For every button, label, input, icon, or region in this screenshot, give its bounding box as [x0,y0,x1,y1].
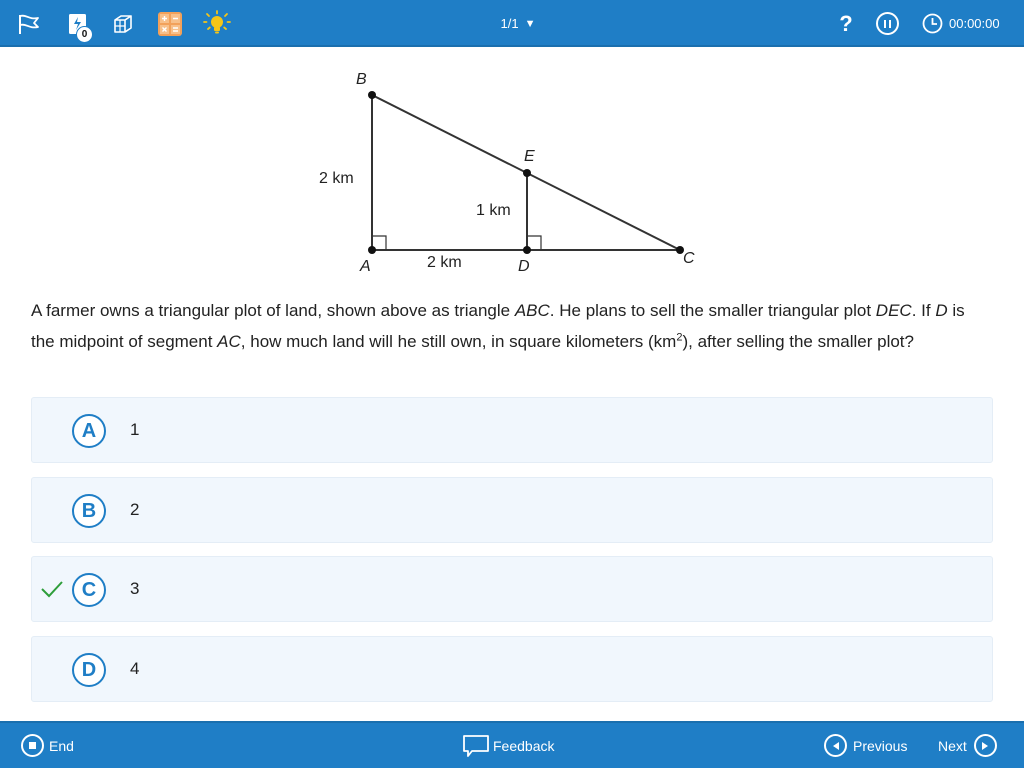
bottom-navbar [0,721,1024,768]
previous-button[interactable] [824,723,907,768]
calculator-icon[interactable] [156,0,184,47]
vertex-label-a: A [360,258,371,275]
clock-icon [922,13,943,34]
option-letter-c: C [72,573,106,607]
pager-label: 1/1 [500,16,519,31]
chevron-down-icon: ▼ [524,17,536,30]
side-label-ad: 2 km [427,254,462,271]
feedback-button[interactable] [462,723,554,768]
answer-option-b[interactable] [31,477,993,543]
previous-label: Previous [853,737,908,754]
triangle-diagram [300,66,720,286]
timer [922,0,1000,47]
option-value-a: 1 [130,420,140,439]
question-pager[interactable] [488,0,548,47]
vertex-label-e: E [524,148,535,165]
stop-icon [21,734,44,757]
next-button[interactable] [938,723,997,768]
flag-icon[interactable] [14,0,44,47]
vertex-label-c: C [683,250,695,267]
pause-button[interactable] [876,12,899,35]
option-letter-a: A [72,414,106,448]
answer-option-a[interactable] [31,397,993,463]
answer-option-c[interactable] [31,556,993,622]
option-value-b: 2 [130,500,140,519]
end-label: End [49,737,74,754]
question-text: A farmer owns a triangular plot of land, shown above as triangle ABC. He plans to sell the smaller triangular plot DEC. If D is the midpoint of segment AC, how much land will he still own, in square kilometers $(km^2)$, after selling the smaller plot? [31,301,965,351]
answer-option-d[interactable] [31,636,993,702]
vertex-label-b: B [356,71,367,88]
option-letter-b: B [72,494,106,528]
option-value-c: 3 [130,579,140,598]
option-value-d: 4 [130,659,140,678]
vertex-label-d: D [518,258,530,275]
speech-bubble-icon [462,733,490,759]
timer-value: 00:00:00 [949,16,1000,31]
hint-lightbulb-icon[interactable] [202,0,232,47]
side-label-ab: 2 km [319,170,354,187]
checkmark-icon [40,579,64,599]
next-label: Next [938,737,967,754]
triangle-figure [300,66,720,286]
chevron-left-icon [824,734,847,757]
chevron-right-icon [974,734,997,757]
help-button[interactable]: ? [839,10,853,36]
notes-counter-badge: 0 [76,26,93,43]
reference-cube-icon[interactable] [108,0,136,47]
pause-icon [884,20,887,28]
option-letter-d: D [72,653,106,687]
top-toolbar [0,0,1024,47]
side-label-de: 1 km [476,202,511,219]
end-button[interactable] [21,723,74,768]
feedback-label: Feedback [493,737,555,754]
